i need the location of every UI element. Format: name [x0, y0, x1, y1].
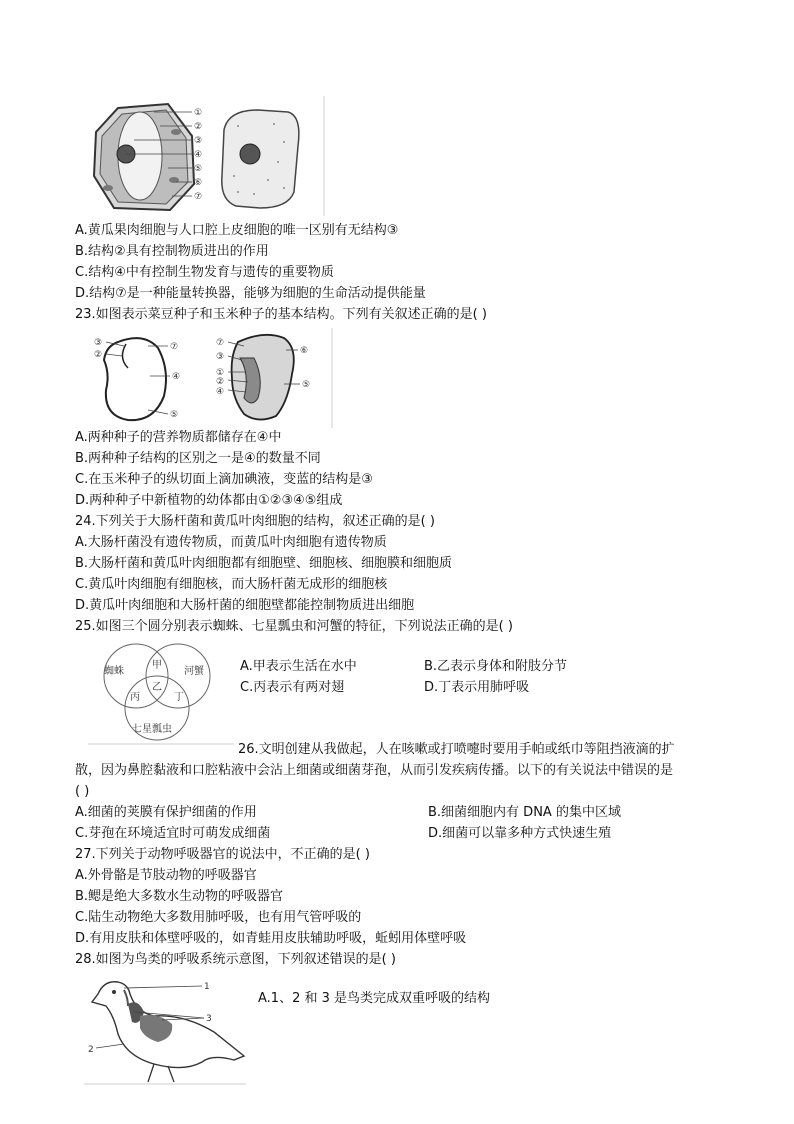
venn-label-ding: 丁 [174, 692, 184, 703]
corn-label-2: ② [216, 377, 225, 387]
q25-option-c: C.丙表示有两对翅 [240, 680, 345, 695]
q26-stem-line1: 26.文明创建从我做起，人在咳嗽或打喷嚏时要用手帕或纸巾等阻挡液滴的扩 [238, 742, 675, 757]
q28-stem: 28.如图为鸟类的呼吸系统示意图，下列叙述错误的是( ) [75, 952, 396, 967]
q23-option-a: A.两种种子的营养物质都储存在④中 [75, 430, 282, 445]
q26-option-c: C.芽孢在环境适宜时可萌发成细菌 [75, 826, 271, 841]
q28-option-a: A.1、2 和 3 是鸟类完成双重呼吸的结构 [258, 991, 491, 1006]
venn-label-jia: 甲 [152, 660, 162, 671]
q27-option-d: D.有用皮肤和体壁呼吸的，如青蛙用皮肤辅助呼吸，蚯蚓用体壁呼吸 [75, 931, 467, 946]
corn-label-6: ⑥ [300, 346, 309, 356]
venn-label-crab: 河蟹 [184, 666, 204, 677]
q24-option-b: B.大肠杆菌和黄瓜叶肉细胞都有细胞壁、细胞核、细胞膜和细胞质 [75, 556, 453, 571]
q27-option-b: B.鳃是绝大多数水生动物的呼吸器官 [75, 889, 284, 904]
animal-nucleus [240, 144, 260, 164]
q25-option-d: D.丁表示用肺呼吸 [424, 680, 530, 695]
q27-option-c: C.陆生动物绝大多数用肺呼吸，也有用气管呼吸的 [75, 910, 362, 925]
bean-label-3: ③ [94, 338, 103, 348]
q24-option-a: A.大肠杆菌没有遗传物质，而黄瓜叶肉细胞有遗传物质 [75, 535, 387, 550]
venn-label-yi: 乙 [152, 682, 162, 693]
bird-respiratory-diagram [84, 972, 248, 1088]
q25-option-b: B.乙表示身体和附肢分节 [424, 659, 568, 674]
q24-option-d: D.黄瓜叶肉细胞和大肠杆菌的细胞壁都能控制物质进出细胞 [75, 598, 415, 613]
cell-label-4: ④ [194, 150, 203, 160]
q22-option-c: C.结构④中有控制生物发育与遗传的重要物质 [75, 265, 334, 280]
q23-option-d: D.两种种子中新植物的幼体都由①②③④⑤组成 [75, 493, 343, 508]
bean-label-7: ⑦ [170, 342, 179, 352]
bean-label-4: ④ [172, 372, 181, 382]
corn-label-7: ⑦ [216, 338, 225, 348]
cell-label-5: ⑤ [194, 164, 203, 174]
q24-stem: 24.下列关于大肠杆菌和黄瓜叶肉细胞的结构，叙述正确的是( ) [75, 514, 435, 529]
q26-stem-line3: ( ) [75, 784, 90, 799]
corn-label-1: ① [216, 368, 225, 378]
q23-stem: 23.如图表示菜豆种子和玉米种子的基本结构。下列有关叙述正确的是( ) [75, 307, 487, 322]
q26-option-d: D.细菌可以靠多种方式快速生殖 [428, 826, 612, 841]
q25-stem: 25.如图三个圆分别表示蜘蛛、七星瓢虫和河蟹的特征，下列说法正确的是( ) [75, 619, 513, 634]
corn-label-5: ⑤ [302, 380, 311, 390]
q23-option-b: B.两种种子结构的区别之一是④的数量不同 [75, 451, 321, 466]
venn-label-ladybug: 七星瓢虫 [132, 724, 172, 735]
bean-label-2: ② [94, 350, 103, 360]
bean-label-5: ⑤ [170, 410, 179, 420]
q27-stem: 27.下列关于动物呼吸器官的说法中，不正确的是( ) [75, 847, 370, 862]
seed-diagram [88, 328, 334, 428]
cell-label-1: ① [194, 108, 203, 118]
cell-label-2: ② [194, 122, 203, 132]
corn-label-4: ④ [216, 387, 225, 397]
venn-diagram [88, 642, 236, 746]
q22-option-d: D.结构⑦是一种能量转换器，能够为细胞的生命活动提供能量 [75, 286, 426, 301]
corn-label-3: ③ [216, 352, 225, 362]
q23-option-c: C.在玉米种子的纵切面上滴加碘液，变蓝的结构是③ [75, 472, 373, 487]
cell-label-6: ⑥ [194, 178, 203, 188]
q27-option-a: A.外骨骼是节肢动物的呼吸器官 [75, 868, 257, 883]
q25-option-a: A.甲表示生活在水中 [240, 659, 357, 674]
q22-option-a: A.黄瓜果肉细胞与人口腔上皮细胞的唯一区别有无结构③ [75, 223, 399, 238]
q26-option-a: A.细菌的荚膜有保护细菌的作用 [75, 805, 257, 820]
cell-label-3: ③ [194, 136, 203, 146]
corn-seed [232, 335, 294, 420]
cell-label-7: ⑦ [194, 192, 203, 202]
bird-label-2: 2 [88, 1045, 94, 1055]
bird-label-3: 3 [206, 1014, 212, 1024]
q24-option-c: C.黄瓜叶肉细胞有细胞核，而大肠杆菌无成形的细胞核 [75, 577, 388, 592]
venn-label-spider: 蜘蛛 [104, 666, 124, 677]
q22-option-b: B.结构②具有控制物质进出的作用 [75, 244, 269, 259]
q26-option-b: B.细菌细胞内有 DNA 的集中区域 [428, 805, 621, 820]
bean-seed [104, 338, 166, 420]
venn-label-bing: 丙 [130, 692, 140, 703]
cell-diagram [88, 96, 328, 220]
q26-stem-line2: 散，因为鼻腔黏液和口腔粘液中会沾上细菌或细菌芽孢，从而引发疾病传播。以下的有关说法中错误的是 [75, 763, 674, 778]
bird-label-1: 1 [204, 982, 210, 992]
animal-cell [222, 110, 299, 208]
